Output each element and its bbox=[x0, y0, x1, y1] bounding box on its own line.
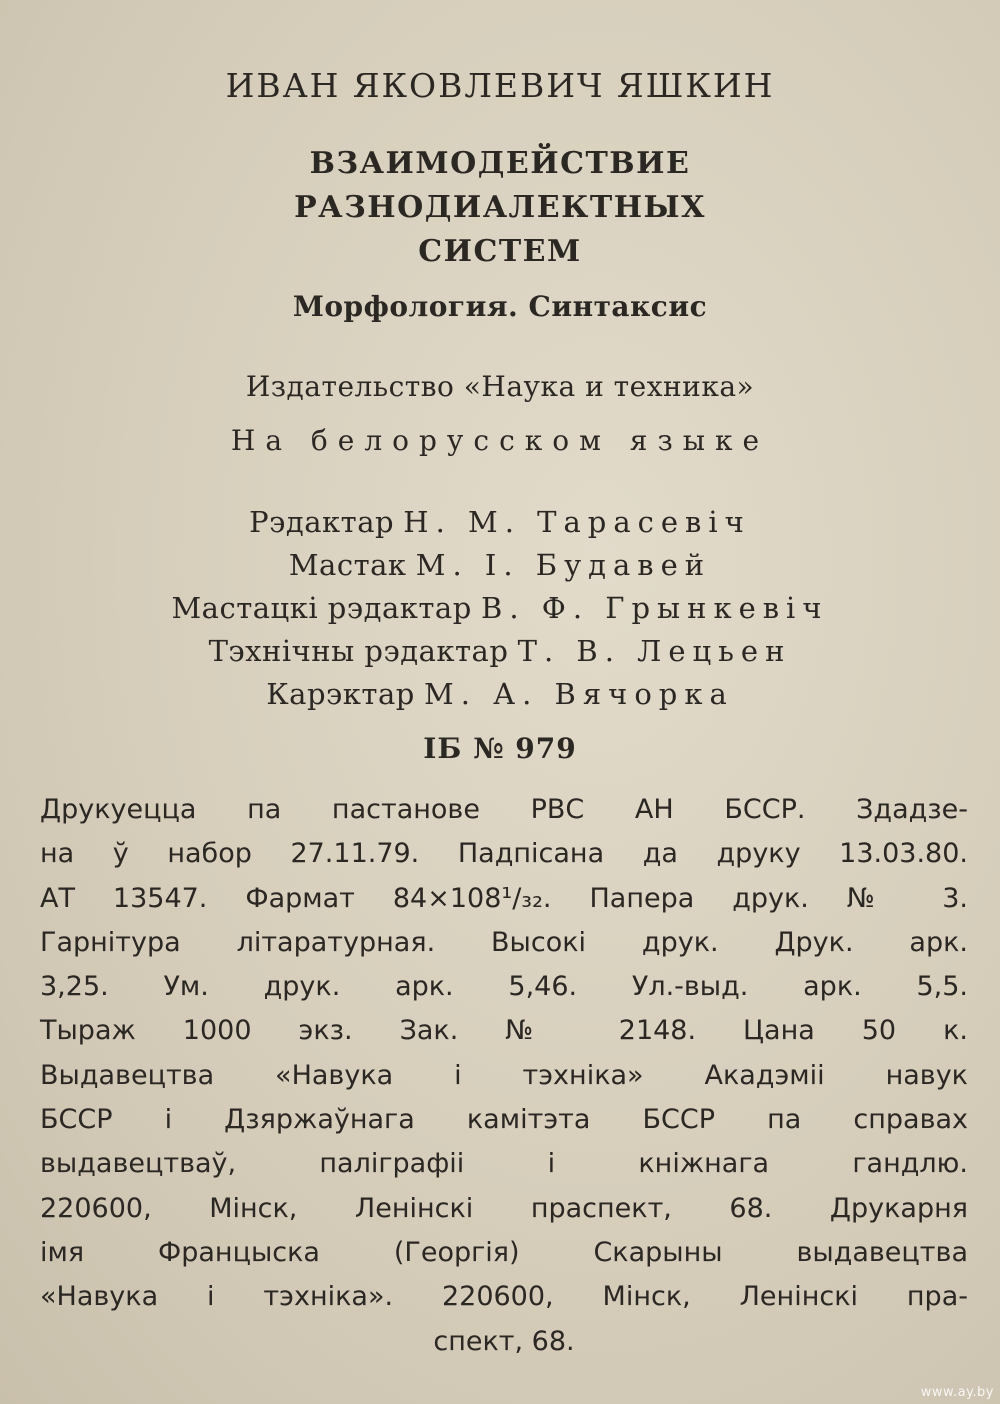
credit-role: Рэдактар bbox=[249, 505, 395, 539]
credit-role: Карэктар bbox=[266, 677, 415, 711]
imprint-line: Гарнітура літаратурная. Высокі друк. Друк. арк. bbox=[40, 926, 968, 958]
credit-person: М. А. Вячорка bbox=[424, 677, 734, 711]
ib-number: ІБ № 979 bbox=[423, 732, 577, 765]
title-line-1: ВЗАИМОДЕЙСТВИЕ bbox=[309, 146, 691, 181]
credit-editor bbox=[0, 505, 1000, 539]
imprint-line: імя Францыска (Георгія) Скарыны выдавецтва bbox=[40, 1236, 968, 1268]
imprint-line: Друкуецца па пастанове РВС АН БССР. Здадзе- bbox=[40, 794, 968, 825]
imprint-block bbox=[40, 788, 968, 1364]
imprint-line: БССР і Дзяржаўнага камітэта БССР па справах bbox=[40, 1104, 968, 1136]
credit-role: Мастак bbox=[288, 548, 407, 582]
title-line-2: РАЗНОДИАЛЕКТНЫХ bbox=[294, 190, 706, 225]
credit-person: Н. М. Тарасевіч bbox=[403, 505, 751, 539]
publisher: Издательство «Наука и техника» bbox=[245, 370, 755, 403]
imprint-line: «Навука і тэхніка». 220600, Мінск, Ленінскі пра- bbox=[40, 1281, 968, 1313]
credit-role: Тэхнічны рэдактар bbox=[208, 634, 509, 668]
credit-artist bbox=[0, 548, 1000, 582]
imprint-line: АТ 13547. Фармат 84×108¹/₃₂. Папера друк. № 3. bbox=[40, 882, 968, 914]
subtitle: Морфология. Синтаксис bbox=[292, 290, 708, 323]
author-name: ИВАН ЯКОВЛЕВИЧ ЯШКИН bbox=[225, 66, 775, 105]
credit-role: Мастацкі рэдактар bbox=[171, 591, 472, 625]
site-watermark: www.ay.by bbox=[920, 1385, 994, 1400]
credit-person: Т. В. Лецьен bbox=[517, 634, 792, 668]
imprint-line: Тыраж 1000 экз. Зак. № 2148. Цана 50 к. bbox=[40, 1015, 968, 1047]
imprint-line: Выдавецтва «Навука і тэхніка» Акадэміі навук bbox=[40, 1059, 968, 1091]
imprint-line: на ў набор 27.11.79. Падпісана да друку 13.03.80. bbox=[40, 838, 968, 870]
credit-person: В. Ф. Грынкевіч bbox=[481, 591, 829, 625]
credit-art-editor bbox=[0, 591, 1000, 625]
imprint-line: спект, 68. bbox=[433, 1325, 575, 1357]
credit-person: М. І. Будавей bbox=[415, 548, 712, 582]
credit-proofreader bbox=[0, 677, 1000, 711]
imprint-line: 220600, Мінск, Ленінскі праспект, 68. Друкарня bbox=[40, 1192, 968, 1224]
title-line-3: СИСТЕМ bbox=[418, 234, 582, 269]
credit-tech-editor bbox=[0, 634, 1000, 668]
language-note: На белорусском языке bbox=[230, 424, 770, 457]
imprint-line: выдавецтваў, паліграфіі і кніжнага гандлю. bbox=[40, 1148, 968, 1180]
imprint-line: 3,25. Ум. друк. арк. 5,46. Ул.-выд. арк. 5,5. bbox=[40, 971, 968, 1003]
